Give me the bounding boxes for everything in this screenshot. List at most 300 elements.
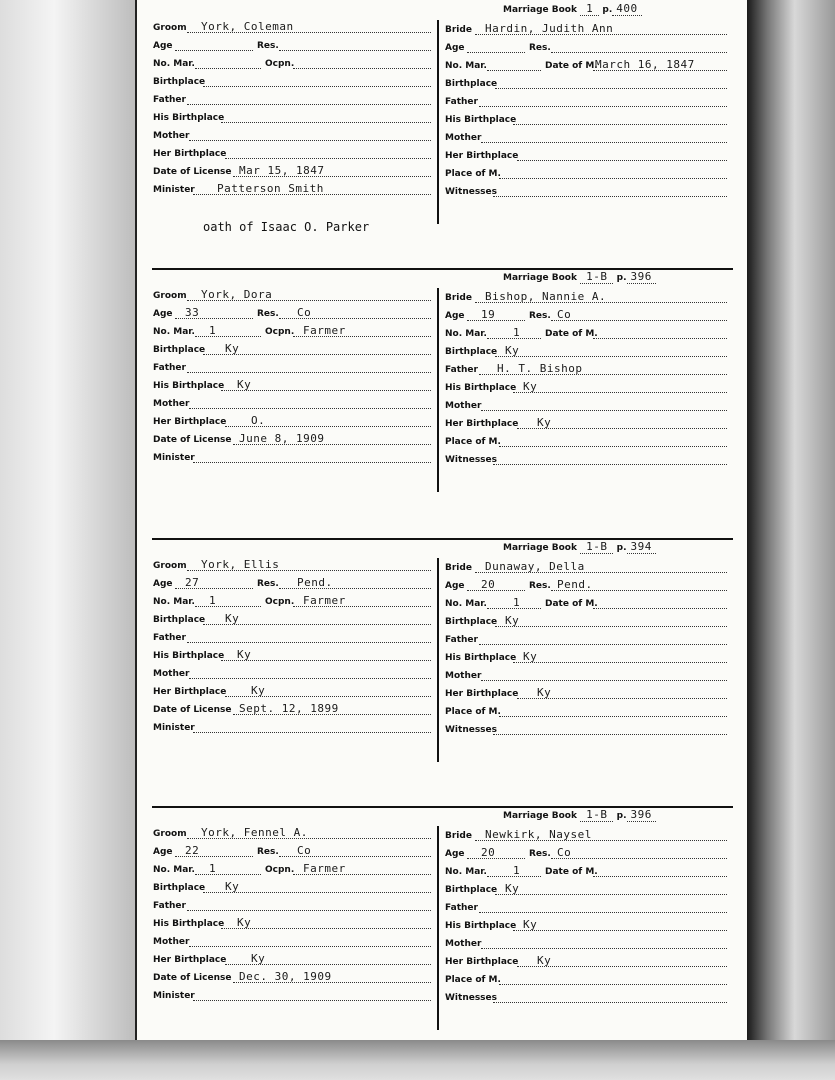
groom-license-date-field-label: Date of License — [153, 705, 232, 715]
marriage-book-line — [503, 2, 642, 19]
bride-res-field-label: Res. — [529, 849, 551, 859]
bride-his-birthplace-field-line — [513, 392, 727, 393]
bride-name-field-label: Bride — [445, 831, 472, 841]
groom-birthplace-field — [153, 610, 431, 627]
bride-birthplace-field — [445, 74, 727, 91]
groom-her-birthplace-field-line — [225, 158, 431, 159]
bride-date-of-m-field-line — [593, 338, 727, 339]
groom-father-field — [153, 896, 431, 913]
groom-ocpn-field-label: Ocpn. — [265, 865, 295, 875]
marriage-book-label: Marriage Book — [503, 811, 577, 821]
groom-his-birthplace-field-line — [221, 122, 431, 123]
bride-witnesses-field — [445, 450, 727, 467]
marriage-record-card — [137, 2, 747, 270]
bride-date-of-m-field — [545, 56, 727, 73]
groom-name-field-label: Groom — [153, 291, 187, 301]
bride-no-mar-field — [445, 324, 541, 341]
bride-witnesses-field-label: Witnesses — [445, 725, 498, 735]
bride-father-field — [445, 630, 727, 647]
groom-ocpn-field-label: Ocpn. — [265, 327, 295, 337]
bride-age-field-label: Age — [445, 43, 465, 53]
groom-father-field-line — [187, 104, 431, 105]
groom-his-birthplace-field-line — [221, 660, 431, 661]
groom-license-date-field-label: Date of License — [153, 435, 232, 445]
bride-no-mar-field-label: No. Mar. — [445, 61, 487, 71]
groom-birthplace-field — [153, 72, 431, 89]
groom-birthplace-field-label: Birthplace — [153, 345, 206, 355]
bride-birthplace-field-line — [495, 356, 727, 357]
bride-birthplace-field — [445, 880, 727, 897]
page-label: p. — [616, 811, 627, 821]
bride-no-mar-field-value: 1 — [513, 864, 521, 877]
groom-birthplace-field-label: Birthplace — [153, 77, 206, 87]
bride-his-birthplace-field-label: His Birthplace — [445, 383, 517, 393]
bride-place-of-m-field-label: Place of M. — [445, 975, 501, 985]
bride-name-field — [445, 826, 727, 843]
bride-res-field-line — [551, 320, 727, 321]
bride-his-birthplace-field-value: Ky — [523, 918, 538, 931]
groom-ocpn-field — [265, 860, 431, 877]
bride-age-field-value: 20 — [481, 846, 496, 859]
bride-her-birthplace-field-value: Ky — [537, 954, 552, 967]
bride-witnesses-field — [445, 182, 727, 199]
bride-age-field-value: 19 — [481, 308, 496, 321]
groom-name-field-label: Groom — [153, 561, 187, 571]
groom-his-birthplace-field — [153, 646, 431, 663]
groom-her-birthplace-field — [153, 682, 431, 699]
bride-birthplace-field-label: Birthplace — [445, 347, 498, 357]
groom-age-field-value: 33 — [185, 306, 200, 319]
marriage-book-value: 1 — [580, 2, 599, 16]
marriage-book-line — [503, 270, 656, 287]
groom-age-field-label: Age — [153, 41, 173, 51]
bride-age-field-line — [467, 52, 525, 53]
column-divider — [437, 558, 439, 762]
bride-his-birthplace-field-value: Ky — [523, 380, 538, 393]
bride-mother-field-label: Mother — [445, 133, 482, 143]
bride-birthplace-field-label: Birthplace — [445, 79, 498, 89]
groom-name-field — [153, 824, 431, 841]
groom-birthplace-field — [153, 878, 431, 895]
bride-place-of-m-field-line — [499, 716, 727, 717]
bride-age-field-label: Age — [445, 581, 465, 591]
groom-his-birthplace-field-label: His Birthplace — [153, 381, 225, 391]
groom-her-birthplace-field-value: O. — [251, 414, 266, 427]
bride-her-birthplace-field — [445, 414, 727, 431]
groom-mother-field-line — [189, 678, 431, 679]
bride-no-mar-field-label: No. Mar. — [445, 867, 487, 877]
groom-father-field-label: Father — [153, 363, 186, 373]
bride-birthplace-field-line — [495, 626, 727, 627]
marriage-book-value: 1-B — [580, 540, 613, 554]
groom-no-mar-field-line — [195, 874, 261, 875]
groom-ocpn-field-label: Ocpn. — [265, 597, 295, 607]
bride-res-field-label: Res. — [529, 311, 551, 321]
groom-father-field — [153, 358, 431, 375]
bride-age-field — [445, 306, 525, 323]
bride-name-field-value: Bishop, Nannie A. — [485, 290, 607, 303]
groom-ocpn-field — [265, 322, 431, 339]
bride-her-birthplace-field-label: Her Birthplace — [445, 151, 519, 161]
groom-his-birthplace-field-value: Ky — [237, 916, 252, 929]
bride-age-field — [445, 38, 525, 55]
groom-mother-field — [153, 932, 431, 949]
bride-name-field — [445, 20, 727, 37]
bride-age-field-label: Age — [445, 849, 465, 859]
bride-father-field — [445, 360, 727, 377]
groom-age-field — [153, 304, 253, 321]
groom-mother-field-line — [189, 140, 431, 141]
marriage-book-line — [503, 540, 656, 557]
bride-her-birthplace-field-value: Ky — [537, 416, 552, 429]
bride-her-birthplace-field — [445, 146, 727, 163]
groom-license-date-field — [153, 700, 431, 717]
groom-res-field-label: Res. — [257, 847, 279, 857]
bride-father-field-line — [479, 644, 727, 645]
groom-minister-field — [153, 986, 431, 1003]
bride-his-birthplace-field-value: Ky — [523, 650, 538, 663]
bride-place-of-m-field — [445, 432, 727, 449]
groom-father-field-line — [187, 910, 431, 911]
marriage-book-label: Marriage Book — [503, 543, 577, 553]
groom-license-date-field-value: Sept. 12, 1899 — [239, 702, 339, 715]
bride-her-birthplace-field — [445, 684, 727, 701]
bride-place-of-m-field-label: Place of M. — [445, 437, 501, 447]
groom-minister-field-label: Minister — [153, 723, 195, 733]
groom-name-field-value: York, Dora — [201, 288, 273, 301]
groom-minister-field-label: Minister — [153, 185, 195, 195]
groom-his-birthplace-field — [153, 376, 431, 393]
bride-age-field-label: Age — [445, 311, 465, 321]
bride-age-field-line — [467, 320, 525, 321]
bride-his-birthplace-field — [445, 648, 727, 665]
groom-name-field — [153, 18, 431, 35]
groom-his-birthplace-field — [153, 108, 431, 125]
bride-no-mar-field — [445, 56, 541, 73]
groom-mother-field-label: Mother — [153, 937, 190, 947]
groom-res-field — [257, 36, 431, 53]
groom-age-field — [153, 842, 253, 859]
groom-her-birthplace-field-value: Ky — [251, 684, 266, 697]
groom-minister-field-label: Minister — [153, 453, 195, 463]
page-value: 396 — [627, 270, 656, 284]
groom-no-mar-field-label: No. Mar. — [153, 59, 195, 69]
groom-her-birthplace-field-value: Ky — [251, 952, 266, 965]
column-divider — [437, 288, 439, 492]
bride-name-field-label: Bride — [445, 563, 472, 573]
bride-witnesses-field-label: Witnesses — [445, 187, 498, 197]
bride-her-birthplace-field — [445, 952, 727, 969]
bride-res-field — [529, 844, 727, 861]
groom-ocpn-field — [265, 54, 431, 71]
groom-res-field — [257, 574, 431, 591]
scan-right-margin — [745, 0, 835, 1080]
groom-birthplace-field-value: Ky — [225, 342, 240, 355]
bride-her-birthplace-field-label: Her Birthplace — [445, 689, 519, 699]
bride-mother-field-label: Mother — [445, 939, 482, 949]
groom-age-field-value: 22 — [185, 844, 200, 857]
bride-name-field-value: Newkirk, Naysel — [485, 828, 592, 841]
bride-witnesses-field-line — [493, 734, 727, 735]
bride-place-of-m-field-label: Place of M. — [445, 169, 501, 179]
groom-minister-field-line — [193, 732, 431, 733]
groom-name-field-value: York, Ellis — [201, 558, 280, 571]
page-label: p. — [616, 273, 627, 283]
groom-her-birthplace-field-label: Her Birthplace — [153, 149, 227, 159]
groom-minister-field-line — [193, 462, 431, 463]
groom-res-field — [257, 842, 431, 859]
bride-her-birthplace-field-label: Her Birthplace — [445, 957, 519, 967]
groom-his-birthplace-field-value: Ky — [237, 378, 252, 391]
bride-mother-field-label: Mother — [445, 401, 482, 411]
bride-his-birthplace-field — [445, 916, 727, 933]
groom-no-mar-field-line — [195, 606, 261, 607]
bride-res-field-line — [551, 52, 727, 53]
groom-res-field — [257, 304, 431, 321]
groom-birthplace-field-label: Birthplace — [153, 883, 206, 893]
groom-name-field-label: Groom — [153, 23, 187, 33]
groom-license-date-field-value: Mar 15, 1847 — [239, 164, 325, 177]
groom-no-mar-field-line — [195, 68, 261, 69]
bride-father-field-line — [479, 912, 727, 913]
groom-father-field — [153, 628, 431, 645]
bride-date-of-m-field-label: Date of M. — [545, 329, 598, 339]
groom-ocpn-field-label: Ocpn. — [265, 59, 295, 69]
bride-mother-field-label: Mother — [445, 671, 482, 681]
bride-his-birthplace-field-label: His Birthplace — [445, 115, 517, 125]
groom-name-field-value: York, Coleman — [201, 20, 294, 33]
column-divider — [437, 20, 439, 224]
bride-date-of-m-field-value: March 16, 1847 — [595, 58, 695, 71]
bride-mother-field-line — [481, 948, 727, 949]
page-label: p. — [602, 5, 613, 15]
groom-father-field-line — [187, 642, 431, 643]
groom-name-field-value: York, Fennel A. — [201, 826, 308, 839]
groom-res-field-label: Res. — [257, 309, 279, 319]
groom-minister-field-line — [193, 1000, 431, 1001]
groom-name-field — [153, 286, 431, 303]
bride-father-field-value: H. T. Bishop — [497, 362, 583, 375]
bride-res-field — [529, 576, 727, 593]
groom-birthplace-field-line — [203, 86, 431, 87]
bride-place-of-m-field — [445, 164, 727, 181]
bride-res-field-label: Res. — [529, 581, 551, 591]
groom-age-field — [153, 36, 253, 53]
bride-age-field-line — [467, 858, 525, 859]
groom-res-field-label: Res. — [257, 579, 279, 589]
bride-mother-field — [445, 934, 727, 951]
marriage-book-line — [503, 808, 656, 825]
groom-res-field-value: Co — [297, 306, 312, 319]
groom-no-mar-field — [153, 860, 261, 877]
page-value: 396 — [627, 808, 656, 822]
bride-birthplace-field-line — [495, 894, 727, 895]
bride-father-field — [445, 92, 727, 109]
bride-no-mar-field — [445, 594, 541, 611]
groom-his-birthplace-field-label: His Birthplace — [153, 919, 225, 929]
groom-minister-field-value: Patterson Smith — [217, 182, 324, 195]
bride-father-field-label: Father — [445, 97, 478, 107]
groom-mother-field-label: Mother — [153, 399, 190, 409]
bride-date-of-m-field-label: Date of M. — [545, 599, 598, 609]
marriage-record-card — [137, 268, 747, 536]
groom-no-mar-field-line — [195, 336, 261, 337]
bride-mother-field — [445, 128, 727, 145]
groom-ocpn-field-value: Farmer — [303, 324, 346, 337]
bride-date-of-m-field — [545, 324, 727, 341]
groom-no-mar-field — [153, 54, 261, 71]
groom-her-birthplace-field — [153, 950, 431, 967]
groom-mother-field — [153, 664, 431, 681]
groom-birthplace-field-label: Birthplace — [153, 615, 206, 625]
groom-no-mar-field — [153, 592, 261, 609]
groom-no-mar-field-value: 1 — [209, 594, 217, 607]
groom-age-field-label: Age — [153, 309, 173, 319]
groom-no-mar-field-value: 1 — [209, 862, 217, 875]
record-note: oath of Isaac O. Parker — [203, 220, 370, 234]
bride-date-of-m-field-line — [593, 608, 727, 609]
bride-birthplace-field-label: Birthplace — [445, 617, 498, 627]
groom-age-field-line — [175, 50, 253, 51]
groom-her-birthplace-field-label: Her Birthplace — [153, 687, 227, 697]
groom-res-field-line — [279, 50, 431, 51]
groom-no-mar-field-label: No. Mar. — [153, 327, 195, 337]
groom-ocpn-field — [265, 592, 431, 609]
groom-her-birthplace-field-label: Her Birthplace — [153, 955, 227, 965]
groom-license-date-field-label: Date of License — [153, 167, 232, 177]
bride-res-field-line — [551, 858, 727, 859]
bride-her-birthplace-field-label: Her Birthplace — [445, 419, 519, 429]
groom-her-birthplace-field — [153, 412, 431, 429]
bride-res-field-value: Co — [557, 846, 572, 859]
bride-her-birthplace-field-value: Ky — [537, 686, 552, 699]
bride-date-of-m-field — [545, 862, 727, 879]
bride-birthplace-field-value: Ky — [505, 614, 520, 627]
groom-res-field-value: Co — [297, 844, 312, 857]
groom-minister-field — [153, 180, 431, 197]
groom-his-birthplace-field-line — [221, 928, 431, 929]
groom-his-birthplace-field — [153, 914, 431, 931]
groom-mother-field-label: Mother — [153, 131, 190, 141]
bride-name-field-label: Bride — [445, 25, 472, 35]
bride-father-field-label: Father — [445, 635, 478, 645]
bride-father-field-line — [479, 106, 727, 107]
bride-father-field — [445, 898, 727, 915]
column-divider — [437, 826, 439, 1030]
bride-res-field-value: Co — [557, 308, 572, 321]
bride-mother-field-line — [481, 410, 727, 411]
bride-his-birthplace-field-line — [513, 124, 727, 125]
bride-mother-field — [445, 666, 727, 683]
bride-place-of-m-field-line — [499, 446, 727, 447]
groom-minister-field-label: Minister — [153, 991, 195, 1001]
bride-no-mar-field-label: No. Mar. — [445, 329, 487, 339]
bride-witnesses-field-label: Witnesses — [445, 993, 498, 1003]
bride-res-field — [529, 38, 727, 55]
groom-license-date-field-label: Date of License — [153, 973, 232, 983]
groom-father-field-label: Father — [153, 633, 186, 643]
bride-witnesses-field-line — [493, 1002, 727, 1003]
page-value: 400 — [612, 2, 641, 16]
bride-name-field-value: Hardin, Judith Ann — [485, 22, 614, 35]
groom-ocpn-field-line — [293, 68, 431, 69]
page-value: 394 — [627, 540, 656, 554]
groom-name-field — [153, 556, 431, 573]
bride-birthplace-field-line — [495, 88, 727, 89]
groom-no-mar-field-value: 1 — [209, 324, 217, 337]
marriage-book-value: 1-B — [580, 270, 613, 284]
groom-age-field — [153, 574, 253, 591]
bride-father-field-label: Father — [445, 903, 478, 913]
bride-witnesses-field-line — [493, 196, 727, 197]
bride-no-mar-field — [445, 862, 541, 879]
bride-date-of-m-field-label: Date of M. — [545, 867, 598, 877]
bride-name-field-label: Bride — [445, 293, 472, 303]
bride-birthplace-field — [445, 612, 727, 629]
bride-place-of-m-field-line — [499, 984, 727, 985]
groom-ocpn-field-value: Farmer — [303, 862, 346, 875]
bride-place-of-m-field-line — [499, 178, 727, 179]
bride-name-field — [445, 288, 727, 305]
groom-his-birthplace-field-line — [221, 390, 431, 391]
bride-no-mar-field-value: 1 — [513, 326, 521, 339]
bride-witnesses-field — [445, 720, 727, 737]
bride-res-field-value: Pend. — [557, 578, 593, 591]
groom-father-field-label: Father — [153, 901, 186, 911]
bride-name-field — [445, 558, 727, 575]
groom-no-mar-field — [153, 322, 261, 339]
groom-minister-field — [153, 718, 431, 735]
groom-father-field-label: Father — [153, 95, 186, 105]
bride-birthplace-field-label: Birthplace — [445, 885, 498, 895]
bride-age-field — [445, 844, 525, 861]
bride-age-field-value: 20 — [481, 578, 496, 591]
marriage-book-value: 1-B — [580, 808, 613, 822]
bride-his-birthplace-field-line — [513, 662, 727, 663]
bride-witnesses-field — [445, 988, 727, 1005]
bride-no-mar-field-label: No. Mar. — [445, 599, 487, 609]
groom-mother-field — [153, 126, 431, 143]
bride-his-birthplace-field-label: His Birthplace — [445, 921, 517, 931]
record-sheet — [135, 0, 747, 1040]
bride-date-of-m-field — [545, 594, 727, 611]
bride-place-of-m-field-label: Place of M. — [445, 707, 501, 717]
groom-license-date-field-value: June 8, 1909 — [239, 432, 325, 445]
groom-mother-field-line — [189, 946, 431, 947]
groom-mother-field — [153, 394, 431, 411]
bride-his-birthplace-field-line — [513, 930, 727, 931]
bride-birthplace-field — [445, 342, 727, 359]
bride-place-of-m-field — [445, 970, 727, 987]
bride-age-field — [445, 576, 525, 593]
bride-his-birthplace-field — [445, 110, 727, 127]
groom-birthplace-field — [153, 340, 431, 357]
groom-res-field-value: Pend. — [297, 576, 333, 589]
groom-license-date-field — [153, 968, 431, 985]
groom-his-birthplace-field-value: Ky — [237, 648, 252, 661]
groom-his-birthplace-field-label: His Birthplace — [153, 651, 225, 661]
bride-mother-field — [445, 396, 727, 413]
groom-age-field-value: 27 — [185, 576, 200, 589]
groom-name-field-label: Groom — [153, 829, 187, 839]
bride-age-field-line — [467, 590, 525, 591]
bride-date-of-m-field-line — [593, 876, 727, 877]
bride-his-birthplace-field — [445, 378, 727, 395]
bride-place-of-m-field — [445, 702, 727, 719]
marriage-record-card — [137, 806, 747, 1074]
bride-his-birthplace-field-label: His Birthplace — [445, 653, 517, 663]
groom-mother-field-line — [189, 408, 431, 409]
